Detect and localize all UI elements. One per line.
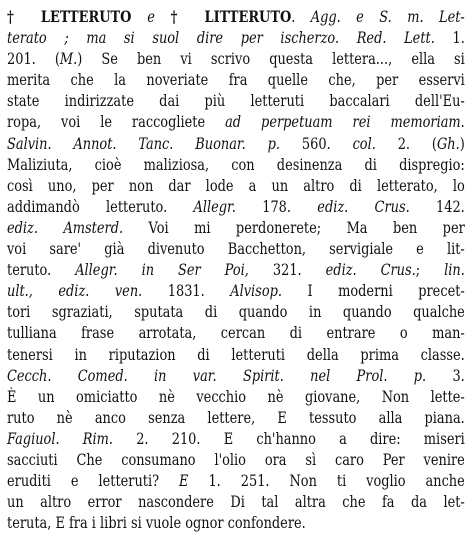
italic-text: Allegr. in Ser Poi, <box>75 261 249 280</box>
headword-text: † LETTERUTO <box>7 8 148 26</box>
body-text: Voi mi perdonerete; Ma ben per <box>123 218 465 237</box>
body-text: 321. <box>248 261 326 280</box>
body-text: 2. ( <box>375 134 437 153</box>
entry-line <box>7 513 465 534</box>
body-text: Maliziuta, cioè maliziosa, con desinenza di dispregio: <box>7 155 465 174</box>
body-text: ) <box>459 134 465 153</box>
body-text: tori sgraziati, sputata di quando in quando qualche <box>7 303 465 322</box>
body-text: ) Se ben vi scrivo questa lettera..., ella si <box>77 50 465 69</box>
body-text: ruto nè anco senza lettere, E tessuto alla piana. <box>7 408 465 427</box>
body-text: teruta, E fra i libri si vuole ognor confondere. <box>7 514 306 533</box>
italic-text: Fagiuol. Rim. <box>7 429 113 448</box>
entry-line <box>7 28 465 49</box>
italic-text: ediz. Amsterd. <box>7 218 124 237</box>
entry-line <box>7 218 465 239</box>
entry-line <box>7 345 465 366</box>
body-text: ropa, voi le raccogliete <box>7 113 226 132</box>
body-text: . <box>460 113 465 132</box>
italic-text: E <box>179 472 189 491</box>
body-text: state indirizzate dai più letteruti baccalari dell'Eu- <box>7 92 465 111</box>
body-text: eruditi e letteruti? <box>7 472 180 491</box>
italic-text: e <box>147 8 155 26</box>
body-text: 1. 251. Non ti voglio anche <box>188 472 465 491</box>
body-text: tenersi in riputazion di letteruti della prima classe. <box>7 345 465 364</box>
body-text: 1831. <box>142 282 231 301</box>
entry-line <box>7 366 465 387</box>
entry-line <box>7 239 465 260</box>
italic-text: Gh. <box>436 134 460 153</box>
body-text: 560. <box>280 134 353 153</box>
italic-text: lin. <box>444 261 465 280</box>
italic-text: M. <box>59 50 78 69</box>
body-text: sacciuti Che consumano l'olio ora sì caro Per venire <box>7 450 465 469</box>
body-text: teruto. <box>7 261 76 280</box>
entry-line <box>7 387 465 408</box>
headword-text: † LITTERUTO <box>154 8 292 26</box>
italic-text: Allegr. <box>193 197 236 216</box>
entry-line <box>7 49 465 70</box>
italic-text: Agg. e S. m. Let- <box>310 8 465 26</box>
italic-text: ediz. Crus. <box>317 197 410 216</box>
entry-line <box>7 323 465 344</box>
entry-line <box>7 70 465 91</box>
entry-line <box>7 91 465 112</box>
italic-text: ediz. Crus. <box>325 261 416 280</box>
body-text: 142. <box>409 197 465 216</box>
body-text: addimandò letteruto. <box>7 197 194 216</box>
body-text: 1. <box>434 29 465 48</box>
entry-line <box>7 7 465 28</box>
entry-line <box>7 176 465 197</box>
entry-line <box>7 260 465 281</box>
entry-line <box>7 450 465 471</box>
entry-line <box>7 408 465 429</box>
italic-text: col. <box>352 134 376 153</box>
body-text: voi sare' già divenuto Bacchetton, servigiale e lit- <box>7 240 465 259</box>
italic-text: ad perpetuam rei memoriam <box>225 113 461 132</box>
entry-line <box>7 492 465 513</box>
body-text: così uno, per non dar lode a un altro di letterato, lo <box>7 176 465 195</box>
body-text: ; <box>415 261 445 280</box>
entry-line <box>7 281 465 302</box>
italic-text: ult., ediz. ven. <box>7 282 143 301</box>
body-text: I moderni precet- <box>281 282 465 301</box>
entry-line <box>7 302 465 323</box>
italic-text: Alvisop. <box>230 282 282 301</box>
body-text: 2. 210. E ch'hanno a dire: miseri <box>112 429 465 448</box>
italic-text: Cecch. Comed. in var. Spirit. nel Prol. p. <box>7 366 427 385</box>
italic-text: terato ; ma si suol dire per ischerzo. Red. Lett. <box>7 29 435 48</box>
body-text: 201. ( <box>7 50 60 69</box>
dictionary-entry <box>7 7 465 534</box>
body-text: tulliana frase arrotata, cercan di entrare o man- <box>7 324 465 343</box>
body-text: 178. <box>235 197 318 216</box>
entry-line <box>7 197 465 218</box>
italic-text: Salvin. Annot. Tanc. Buonar. p. <box>7 134 281 153</box>
body-text: un altro error nascondere Di tal altra che fa da let- <box>7 493 465 512</box>
body-text: . <box>291 8 311 26</box>
entry-line <box>7 429 465 450</box>
entry-line <box>7 471 465 492</box>
body-text: merita che la noveriate fra quelle che, per esservi <box>7 71 465 90</box>
entry-line <box>7 134 465 155</box>
body-text: È un omiciatto nè vecchio nè giovane, Non lette- <box>7 387 465 406</box>
body-text: 3. <box>426 366 465 385</box>
entry-line <box>7 155 465 176</box>
entry-line <box>7 112 465 133</box>
